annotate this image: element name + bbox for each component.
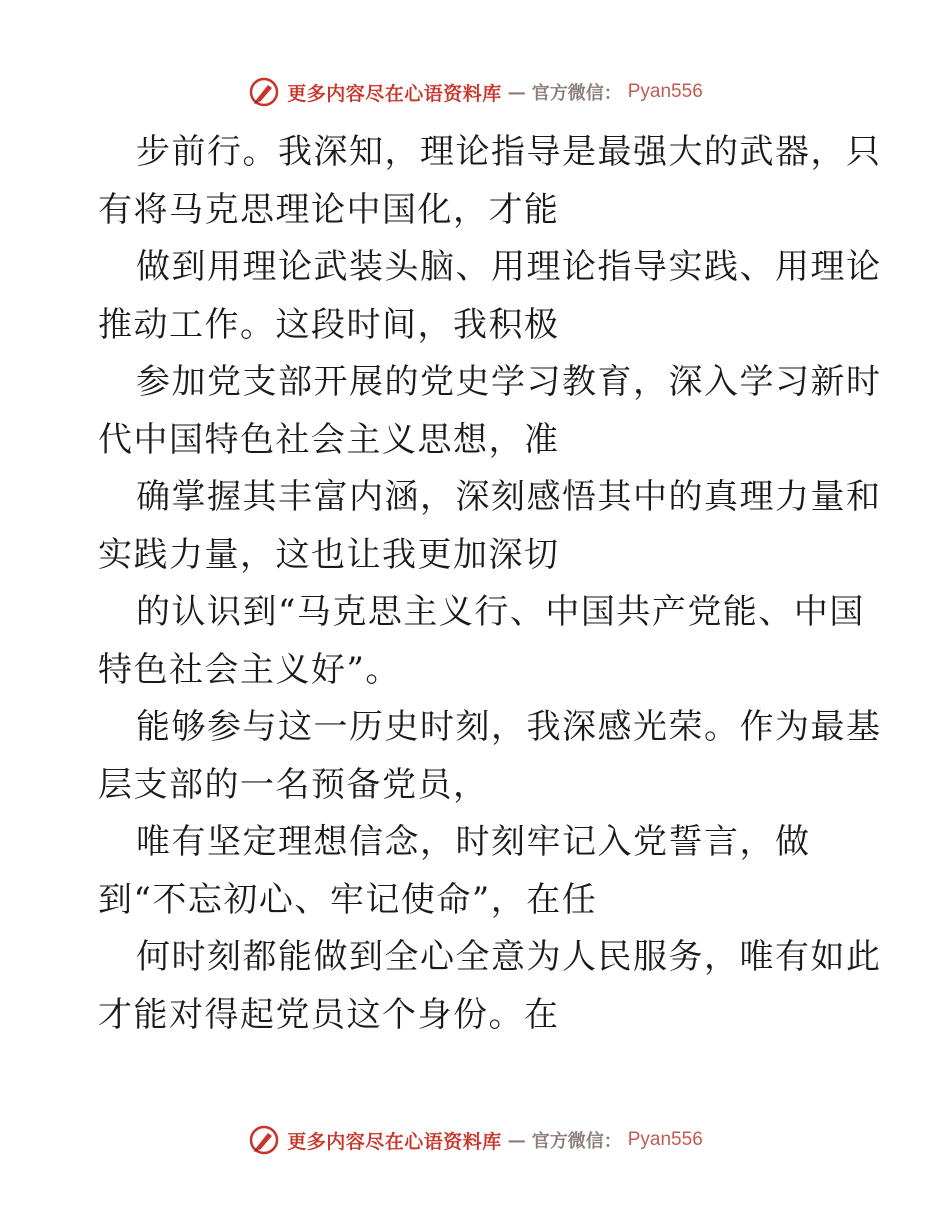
text-line: 才能对得起党员这个身份。在 [98,994,560,1035]
text-line: 特色社会主义好”。 [98,649,401,690]
text-line: 实践力量，这也让我更加深切 [98,534,560,575]
footer-wechat-id: Pyan556 [627,1129,703,1150]
text-line: 确掌握其丰富内涵，深刻感悟其中的真理力量和 [136,477,882,517]
text-line: 到“不忘初心、牢记使命”，在任 [98,879,598,920]
text-line: 能够参与这一历史时刻，我深感光荣。作为最基 [136,707,882,747]
text-line: 步前行。我深知，理论指导是最强大的武器，只 [136,132,882,172]
document-body [98,124,882,1044]
footer-promo-text: 更多内容尽在心语资料库 [287,1130,502,1153]
text-line: 参加党支部开展的党史学习教育，深入学习新时 [136,362,882,402]
text-line: 的认识到“马克思主义行、中国共产党能、中国 [136,592,865,632]
text-line: 做到用理论武装头脑、用理论指导实践、用理论 [136,247,882,287]
text-line: 唯有坚定理想信念，时刻牢记入党誓言，做 [136,822,811,862]
text-line: 层支部的一名预备党员， [98,764,489,805]
footer-wechat-label: 官方微信： [531,1131,622,1152]
text-line: 何时刻都能做到全心全意为人民服务，唯有如此 [136,937,882,977]
header-promo-text: 更多内容尽在心语资料库 [287,82,502,105]
header-wechat-label: 官方微信： [531,83,622,104]
text-line: 代中国特色社会主义思想，准 [98,419,560,460]
text-line: 有将马克思理论中国化，才能 [98,189,560,230]
footer-banner [0,1120,950,1160]
text-line: 推动工作。这段时间，我积极 [98,304,560,345]
pen-logo-icon [247,1123,281,1157]
header-dash: — [507,81,526,103]
header-banner [0,72,950,112]
pen-logo-icon [247,75,281,109]
footer-dash: — [507,1129,526,1151]
header-wechat-id: Pyan556 [627,81,703,102]
